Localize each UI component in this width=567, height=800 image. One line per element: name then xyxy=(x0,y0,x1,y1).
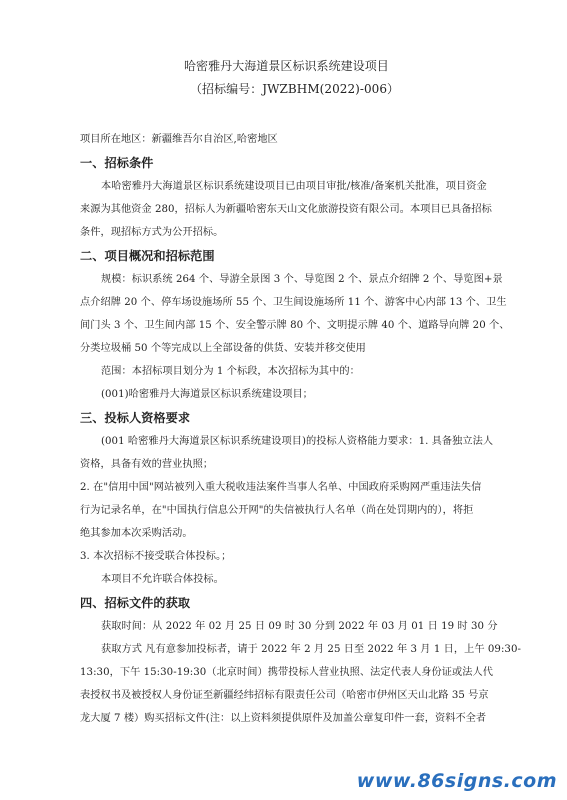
watermark: www.86signs.com xyxy=(356,770,557,792)
section-heading-bid-conditions: 一、招标条件 xyxy=(80,156,154,170)
document-title: 哈密雅丹大海道景区标识系统建设项目 xyxy=(184,59,389,73)
paragraph-line: 2. 在"信用中国"网站被列入重大税收违法案件当事人名单、中国政府采购网严重违法失信 xyxy=(80,482,482,493)
paragraph-line: 行为记录名单，在"中国执行信息公开网"的失信被执行人名单（尚在处罚期内的），将拒 xyxy=(80,505,474,516)
paragraph-line: 规模：标识系统 264 个、导游全景图 3 个、导览图 2 个、景点介绍牌 2 个、导览图+景 xyxy=(101,274,503,285)
section-heading-bidder-qualification: 三、投标人资格要求 xyxy=(80,411,191,425)
paragraph-line: 分类垃圾桶 50 个等完成以上全部设备的供货、安装并移交使用 xyxy=(80,343,366,354)
paragraph-line: 13:30，下午 15:30-19:30（北京时间）携带投标人营业执照、法定代表人身份证或法人代 xyxy=(80,667,493,678)
paragraph-line: (001)哈密雅丹大海道景区标识系统建设项目； xyxy=(101,389,313,400)
section-heading-obtain-documents: 四、招标文件的获取 xyxy=(80,596,191,610)
paragraph-line: 龙大厦 7 楼）购买招标文件(注：以上资料须提供原件及加盖公章复印件一套，资料不全者 xyxy=(80,713,487,724)
paragraph-line: 条件，现招标方式为公开招标。 xyxy=(80,227,224,238)
paragraph-line: 表授权书及被授权人身份证至新疆经纬招标有限责任公司（哈密市伊州区天山北路 35 号京 xyxy=(80,690,489,701)
paragraph-line: 获取时间：从 2022 年 02 月 25 日 09 时 30 分到 2022 年 03 月 01 日 19 时 30 分 xyxy=(101,621,498,632)
section-heading-overview-scope: 二、项目概况和招标范围 xyxy=(80,249,215,263)
paragraph-line: 本哈密雅丹大海道景区标识系统建设项目已由项目审批/核准/备案机关批准，项目资金 xyxy=(101,181,487,192)
paragraph-line: 资格，具备有效的营业执照； xyxy=(80,459,214,470)
paragraph-line: 本项目不允许联合体投标。 xyxy=(101,574,224,585)
bid-number: （招标编号：JWZBHM(2022)-006） xyxy=(190,82,400,96)
paragraph-line: 间门头 3 个、卫生间内部 15 个、安全警示牌 80 个、文明提示牌 40 个、道路导向牌 20 个、 xyxy=(80,320,510,331)
paragraph-line: (001 哈密雅丹大海道景区标识系统建设项目)的投标人资格能力要求：1. 具备独立法人 xyxy=(101,436,494,447)
paragraph-line: 点介绍牌 20 个、停车场设施场所 55 个、卫生间设施场所 11 个、游客中心内部 13 个、卫生 xyxy=(80,297,507,308)
paragraph-line: 绝其参加本次采购活动。 xyxy=(80,528,193,539)
paragraph-line: 来源为其他资金 280，招标人为新疆哈密东天山文化旅游投资有限公司。本项目已具备招标 xyxy=(80,204,492,215)
project-location: 项目所在地区：新疆维吾尔自治区,哈密地区 xyxy=(80,134,278,145)
paragraph-line: 3. 本次招标不接受联合体投标。； xyxy=(80,551,232,562)
paragraph-line: 范围：本招标项目划分为 1 个标段，本次招标为其中的： xyxy=(101,366,360,377)
paragraph-line: 获取方式 凡有意参加投标者，请于 2022 年 2 月 25 日至 2022 年 3 月 1 日，上午 09:30- xyxy=(101,644,521,655)
